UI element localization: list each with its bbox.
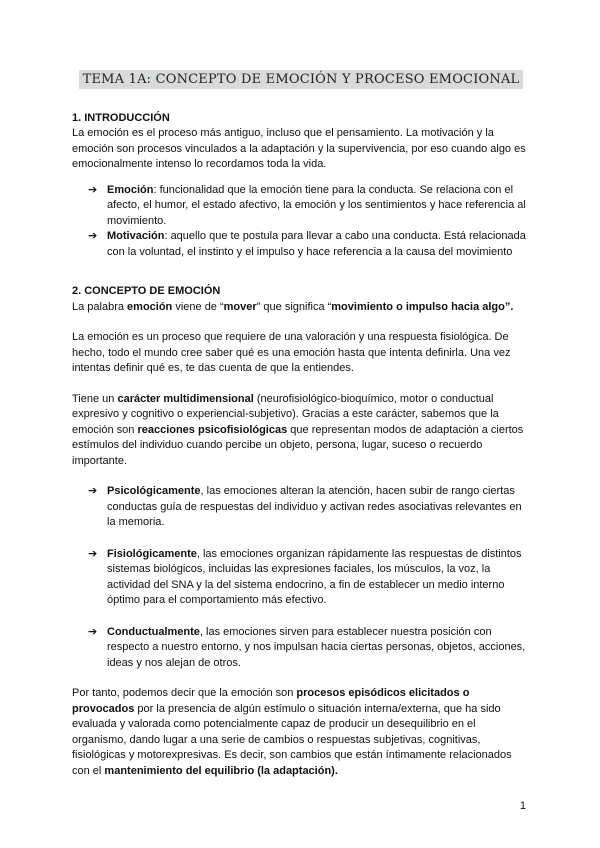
page-number: 1: [519, 800, 526, 812]
section-heading-introduccion: 1. INTRODUCCIÓN: [72, 111, 170, 124]
page-title: TEMA 1A: CONCEPTO DE EMOCIÓN Y PROCESO EMOCIONAL: [72, 72, 530, 88]
arrow-right-icon: ➔: [88, 183, 98, 196]
arrow-right-icon: ➔: [88, 485, 98, 497]
list-item: ➔ Emoción: funcionalidad que la emoción tiene para la conducta. Se relaciona con el afecto, el humor, el estado afectivo, la emoción y los sentimientos y hace referencia al movimiento.: [88, 183, 526, 227]
etymology-paragraph: La palabra emoción viene de “mover” que significa “movimiento o impulso hacia algo”.: [72, 300, 514, 313]
document-page: [72, 72, 530, 779]
arrow-right-icon: ➔: [88, 625, 98, 638]
definition-paragraph: La emoción es un proceso que requiere de una valoración y una respuesta fisiológica. De hecho, todo el mundo cree saber qué es una emoción hasta que intenta definirla. Una vez intentas definir qué es, te das cuenta de que la entiendes.: [72, 331, 511, 374]
functions-list: [72, 484, 530, 671]
arrow-right-icon: ➔: [88, 230, 98, 242]
section-heading-concepto: 2. CONCEPTO DE EMOCIÓN: [72, 285, 221, 297]
arrow-right-icon: ➔: [88, 547, 98, 560]
list-item: ➔ Conductualmente, las emociones sirven para establecer nuestra posición con respecto a nuestro entorno, y nos impulsan hacia ciertas personas, objetos, acciones, ideas y nos alejan de otros.: [88, 625, 526, 669]
list-item: ➔ Fisiológicamente, las emociones organizan rápidamente las respuestas de distintos sistemas biológicos, incluidas las expresiones faciales, los músculos, la voz, la actividad del SNA y la del sistema endocrino, a fin de establecer un medio interno óptimo para el comportamiento más efectivo.: [88, 547, 522, 606]
list-item: ➔ Psicológicamente, las emociones alteran la atención, hacen subir de rango ciertas conductas guía de respuestas del individuo y activan redes asociativas relevantes en la memoria.: [88, 485, 522, 528]
multidimensional-paragraph: Tiene un carácter multidimensional (neurofisiológico-bioquímico, motor o conductual expresivo y cognitivo o experiencial-subjetivo). Gracias a este carácter, sabemos que la emoción son reacciones psicofisiológicas que representan modos de adaptación a ciertos estímulos del individuo cuando percibe un objeto, persona, lugar, suceso o recuerdo importante.: [72, 392, 524, 467]
conclusion-paragraph: Por tanto, podemos decir que la emoción son procesos episódicos elicitados o provocados por la presencia de algún estímulo o situación interna/externa, que ha sido evaluada y valorada como potencialmente capaz de producir un desequilibrio en el organismo, dando lugar a una serie de cambios o respuestas subjetivas, cognitivas, fisiológicas y motorexpresivas. Es decir, son cambios que están íntimamente relacionados con el mantenimiento del equilibrio (la adaptación).: [72, 687, 512, 777]
intro-list: [72, 183, 530, 261]
intro-paragraph: La emoción es el proceso más antiguo, incluso que el pensamiento. La motivación y la emoción son procesos vinculados a la adaptación y la supervivencia, por eso cuando algo es emocionalmente intenso lo recordamos toda la vida.: [72, 127, 526, 170]
list-item: ➔ Motivación: aquello que te postula para llevar a cabo una conducta. Está relacionada con la voluntad, el instinto y el impulso y hace referencia a la causa del movimiento: [88, 230, 526, 258]
